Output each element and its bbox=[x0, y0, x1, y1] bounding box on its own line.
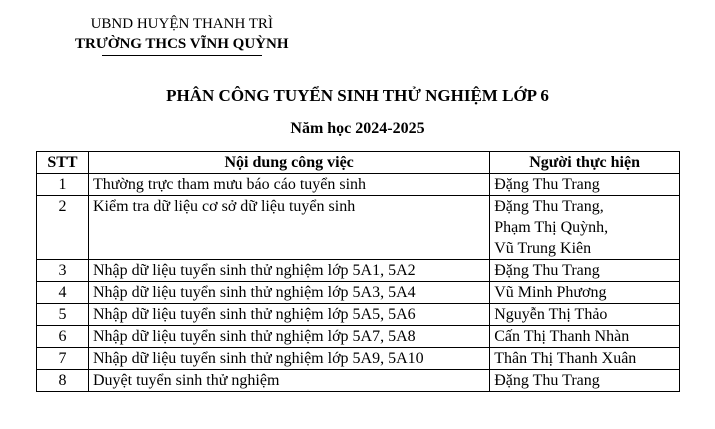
person-name: Đặng Thu Trang bbox=[494, 176, 600, 193]
school-name: TRƯỜNG THCS VĨNH QUỲNH bbox=[75, 36, 289, 52]
row-number: 7 bbox=[37, 348, 89, 370]
person-name: Đặng Thu Trang bbox=[494, 262, 600, 279]
assigned-persons bbox=[490, 326, 680, 348]
assigned-persons bbox=[490, 282, 680, 304]
task-description: Nhập dữ liệu tuyển sinh thử nghiệm lớp 5A1, 5A2 bbox=[88, 260, 489, 282]
document-header bbox=[75, 14, 289, 56]
assignment-table bbox=[36, 151, 680, 392]
row-number: 6 bbox=[37, 326, 89, 348]
table-row bbox=[37, 260, 680, 282]
table-row bbox=[37, 304, 680, 326]
row-number: 3 bbox=[37, 260, 89, 282]
person-name: Thân Thị Thanh Xuân bbox=[494, 350, 637, 367]
row-number: 2 bbox=[37, 196, 89, 260]
task-description: Thường trực tham mưu báo cáo tuyển sinh bbox=[88, 174, 489, 196]
row-number: 5 bbox=[37, 304, 89, 326]
column-header-task: Nội dung công việc bbox=[88, 152, 489, 174]
row-number: 4 bbox=[37, 282, 89, 304]
table-row bbox=[37, 282, 680, 304]
task-description: Nhập dữ liệu tuyển sinh thử nghiệm lớp 5A5, 5A6 bbox=[88, 304, 489, 326]
assigned-persons bbox=[490, 370, 680, 392]
document-title: PHÂN CÔNG TUYỂN SINH THỬ NGHIỆM LỚP 6 bbox=[166, 86, 549, 105]
person-name: Đặng Thu Trang bbox=[494, 372, 600, 389]
row-number: 1 bbox=[37, 174, 89, 196]
task-description: Kiểm tra dữ liệu cơ sở dữ liệu tuyển sinh bbox=[88, 196, 489, 260]
task-description: Nhập dữ liệu tuyển sinh thử nghiệm lớp 5A7, 5A8 bbox=[88, 326, 489, 348]
table-row bbox=[37, 196, 680, 260]
person-name: Đặng Thu Trang, bbox=[494, 198, 604, 215]
table-row bbox=[37, 326, 680, 348]
district-name: UBND HUYỆN THANH TRÌ bbox=[90, 16, 273, 32]
school-year: Năm học 2024-2025 bbox=[290, 120, 425, 137]
task-description: Nhập dữ liệu tuyển sinh thử nghiệm lớp 5A9, 5A10 bbox=[88, 348, 489, 370]
column-header-stt: STT bbox=[37, 152, 89, 174]
task-description: Nhập dữ liệu tuyển sinh thử nghiệm lớp 5A3, 5A4 bbox=[88, 282, 489, 304]
person-name: Cấn Thị Thanh Nhàn bbox=[494, 328, 630, 345]
assigned-persons bbox=[490, 348, 680, 370]
row-number: 8 bbox=[37, 370, 89, 392]
person-name: Vũ Minh Phương bbox=[494, 284, 607, 301]
person-name: Nguyễn Thị Thảo bbox=[494, 306, 608, 323]
person-name: Phạm Thị Quỳnh, bbox=[494, 219, 609, 236]
header-underline bbox=[102, 55, 262, 56]
table-header-row bbox=[37, 152, 680, 174]
assigned-persons bbox=[490, 196, 680, 260]
assigned-persons bbox=[490, 304, 680, 326]
task-description: Duyệt tuyển sinh thử nghiệm bbox=[88, 370, 489, 392]
table-row bbox=[37, 370, 680, 392]
table-row bbox=[37, 174, 680, 196]
column-header-person: Người thực hiện bbox=[490, 152, 680, 174]
assigned-persons bbox=[490, 260, 680, 282]
table-row bbox=[37, 348, 680, 370]
assigned-persons bbox=[490, 174, 680, 196]
person-name: Vũ Trung Kiên bbox=[494, 240, 592, 257]
